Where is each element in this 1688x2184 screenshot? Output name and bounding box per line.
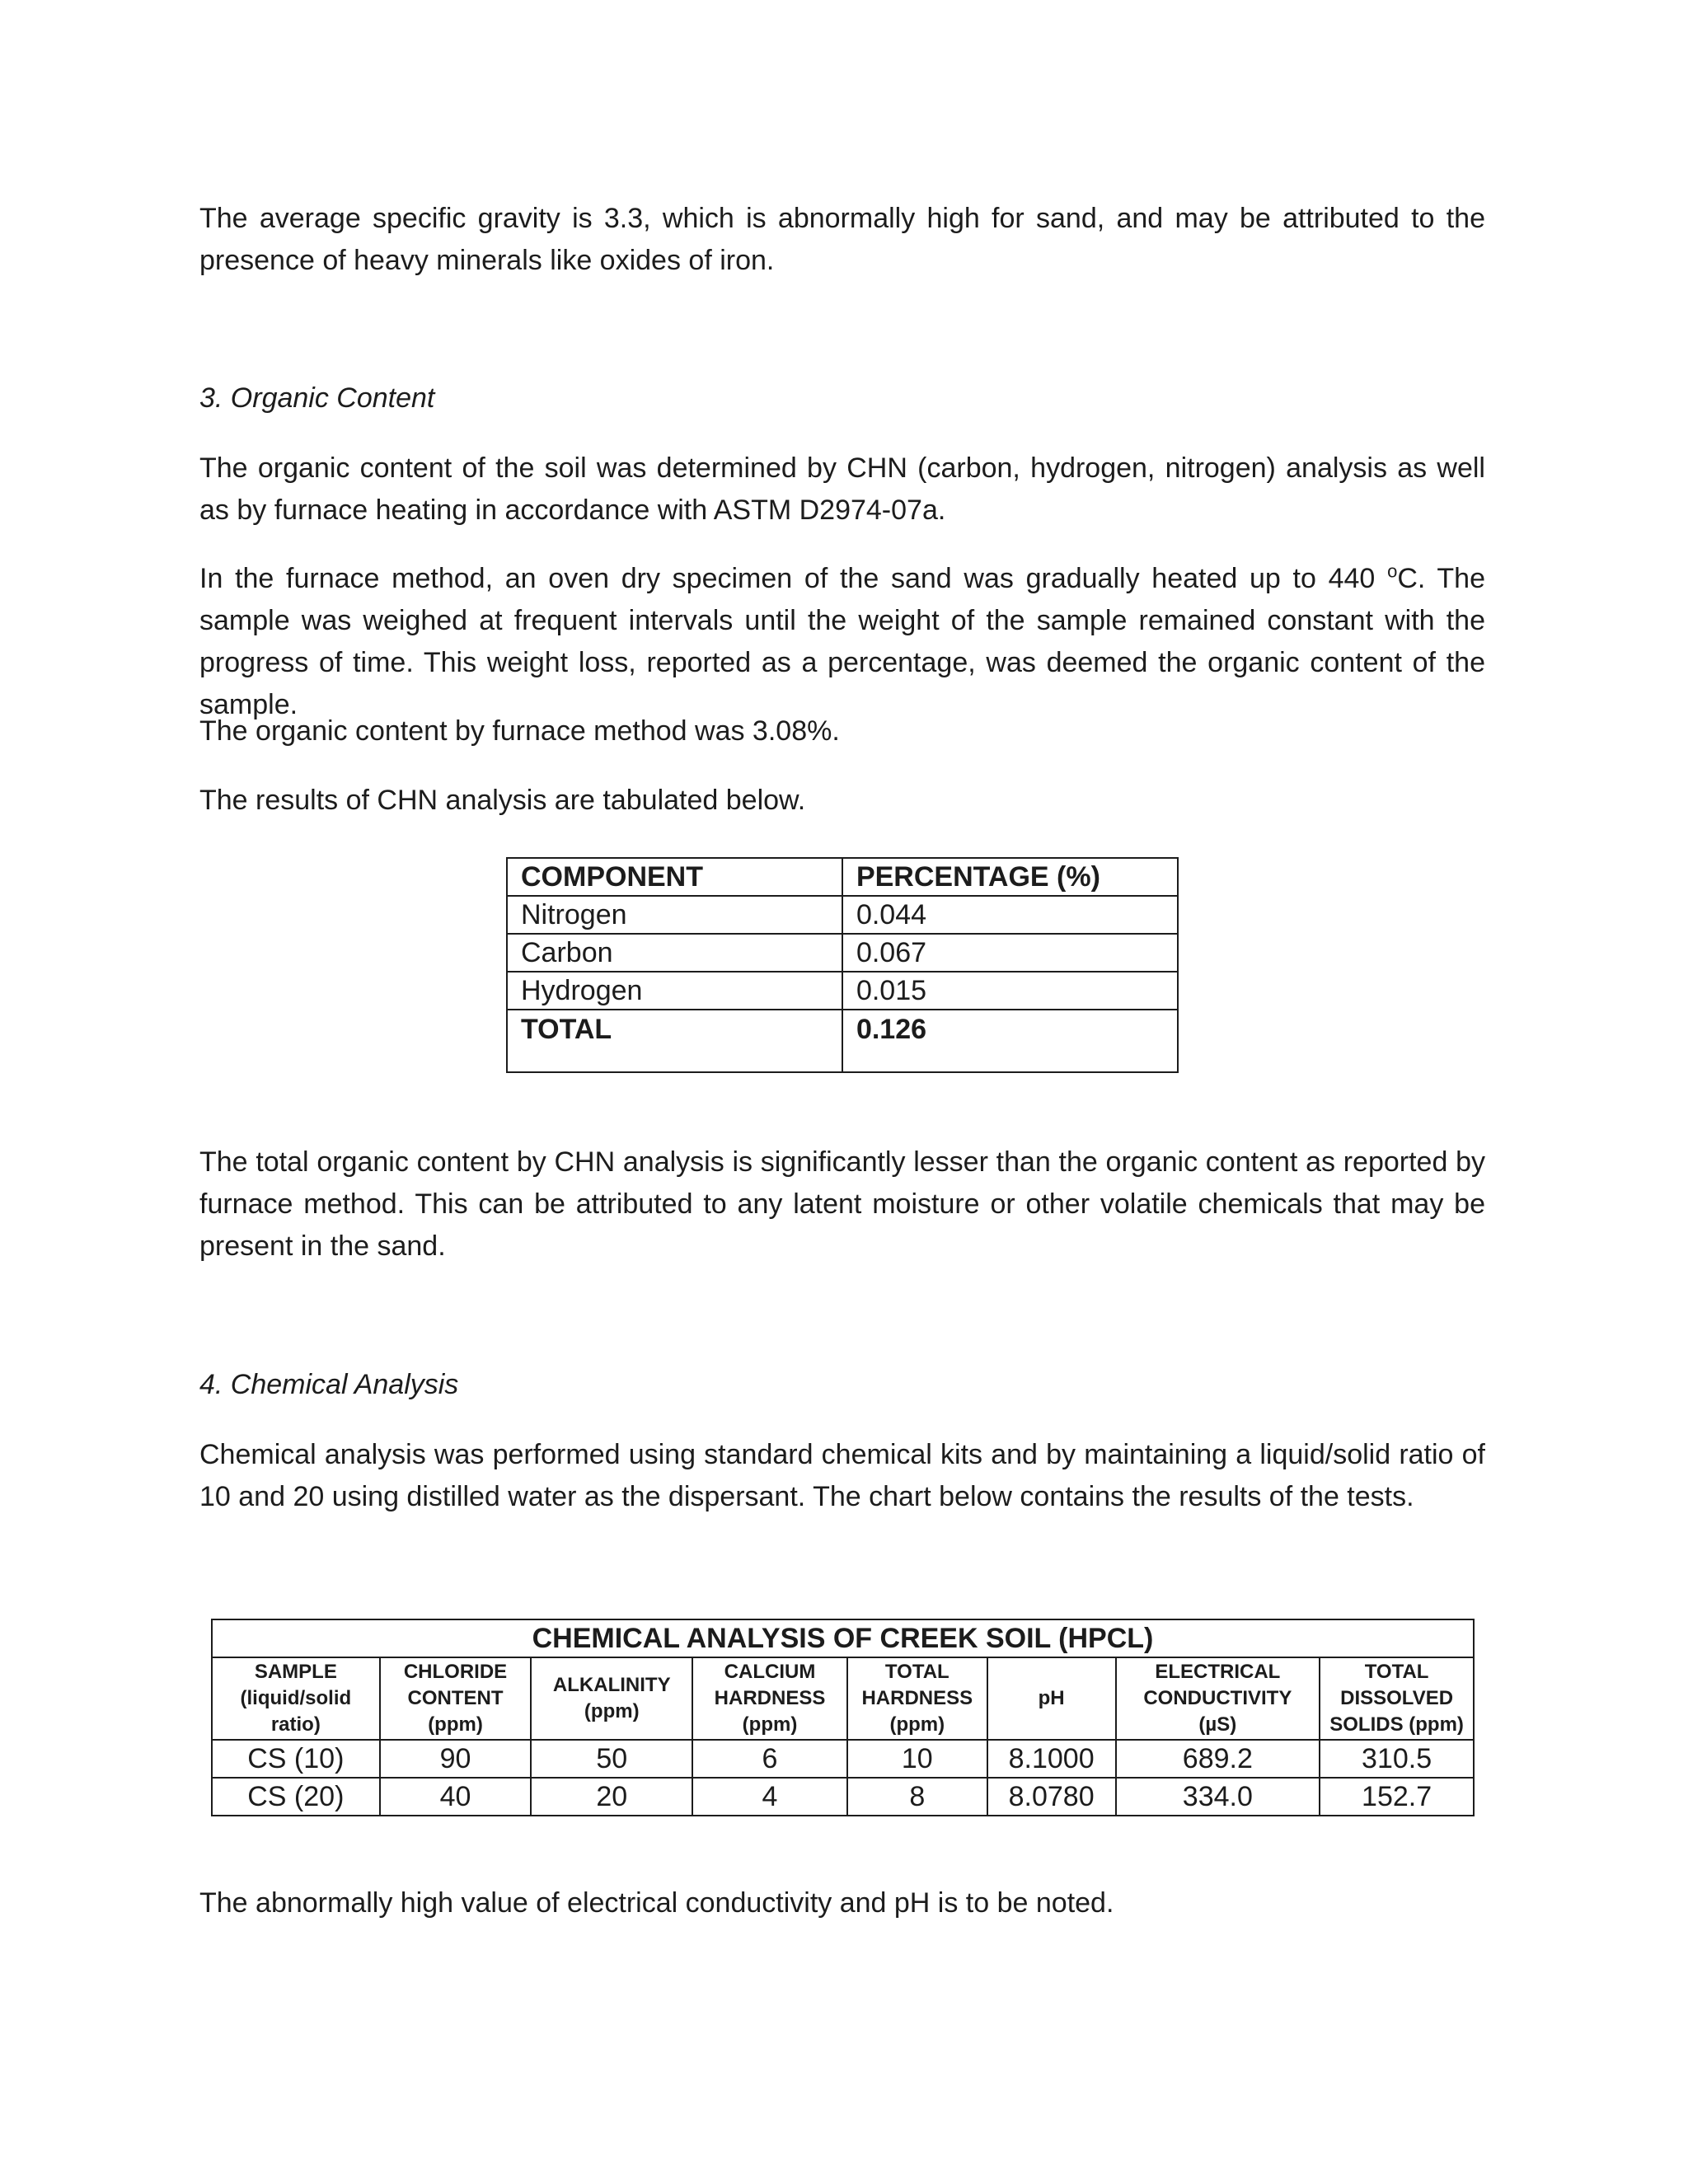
chem-cell: 8.0780: [987, 1778, 1116, 1816]
degree-superscript: o: [1387, 560, 1398, 582]
chem-cell: 10: [847, 1740, 987, 1778]
chem-cell: CS (20): [212, 1778, 380, 1816]
header-line: SOLIDS (ppm): [1329, 1713, 1464, 1736]
header-line: SAMPLE: [254, 1661, 337, 1683]
chemical-analysis-table: [211, 1619, 1475, 1816]
chem-cell: 20: [531, 1778, 692, 1816]
chem-header-sample: [212, 1657, 380, 1740]
chn-table-header-row: [507, 858, 1178, 896]
chn-cell-percentage: 0.015: [842, 972, 1178, 1010]
chn-header-component: COMPONENT: [507, 858, 842, 896]
chem-header-calcium-hardness: [692, 1657, 847, 1740]
chemical-paragraph-2: The abnormally high value of electrical conductivity and pH is to be noted.: [199, 1887, 1114, 1919]
header-line: (liquid/solid: [240, 1687, 352, 1709]
chem-cell: 8.1000: [987, 1740, 1116, 1778]
header-line: (ppm): [889, 1713, 945, 1736]
chem-cell: 90: [380, 1740, 532, 1778]
chem-table-header-row: [212, 1657, 1474, 1740]
header-line: HARDNESS: [714, 1687, 826, 1709]
chem-cell: 689.2: [1116, 1740, 1320, 1778]
table-row: [507, 896, 1178, 934]
chn-analysis-table: [506, 857, 1179, 1073]
header-line: TOTAL: [1364, 1661, 1429, 1683]
table-row: [212, 1778, 1474, 1816]
header-line: TOTAL: [884, 1661, 950, 1683]
chn-total-label: TOTAL: [507, 1010, 842, 1072]
header-line: ELECTRICAL: [1155, 1661, 1281, 1683]
header-line: ratio): [270, 1713, 321, 1736]
organic-paragraph-1: The organic content of the soil was determined by CHN (carbon, hydrogen, nitrogen) analysis as well as by furnace heating in accordance with ASTM D2974-07a.: [199, 452, 1485, 526]
header-line: pH: [1038, 1687, 1065, 1709]
organic-paragraph-2-part-1: In the furnace method, an oven dry specimen of the sand was gradually heated up to 440: [199, 563, 1388, 594]
chn-total-row: [507, 1010, 1178, 1072]
chem-header-ph: [987, 1657, 1116, 1740]
header-line: (ppm): [428, 1713, 483, 1736]
chem-header-tds: [1320, 1657, 1474, 1740]
chem-cell: CS (10): [212, 1740, 380, 1778]
organic-paragraph-5: The total organic content by CHN analysis is significantly lesser than the organic content as reported by furnace method. This can be attributed to any latent moisture or other volatile chemicals that may be present in the sand.: [199, 1146, 1485, 1262]
chn-total-value: 0.126: [842, 1010, 1178, 1072]
organic-paragraph-3: The organic content by furnace method was 3.08%.: [199, 715, 840, 747]
chem-header-conductivity: [1116, 1657, 1320, 1740]
chemical-paragraph-1: Chemical analysis was performed using standard chemical kits and by maintaining a liquid/solid ratio of 10 and 20 using distilled water as the dispersant. The chart below contains the results of the tests.: [199, 1439, 1485, 1512]
organic-paragraph-4: The results of CHN analysis are tabulated below.: [199, 785, 806, 816]
chem-table-title: CHEMICAL ANALYSIS OF CREEK SOIL (HPCL): [212, 1619, 1474, 1657]
table-row: [507, 934, 1178, 972]
header-line: (ppm): [584, 1700, 640, 1722]
chem-table-title-row: [212, 1619, 1474, 1657]
header-line: ALKALINITY: [552, 1674, 671, 1696]
organic-paragraph-2: [199, 558, 1485, 726]
header-line: CHLORIDE: [403, 1661, 508, 1683]
chn-cell-percentage: 0.067: [842, 934, 1178, 972]
chem-cell: 8: [847, 1778, 987, 1816]
header-line: DISSOLVED: [1340, 1687, 1454, 1709]
chem-cell: 40: [380, 1778, 532, 1816]
chem-header-chloride: [380, 1657, 532, 1740]
chem-cell: 334.0: [1116, 1778, 1320, 1816]
chn-cell-percentage: 0.044: [842, 896, 1178, 934]
organic-paragraph-2-part-2: C. The sample was weighed at frequent intervals until the weight of the sample remained constant with the progress of time. This weight loss, reported as a percentage, was deemed the organic content of the sample.: [199, 563, 1486, 720]
chem-cell: 6: [692, 1740, 847, 1778]
section-heading-chemical-analysis: 4. Chemical Analysis: [199, 1369, 459, 1400]
intro-paragraph: The average specific gravity is 3.3, which is abnormally high for sand, and may be attributed to the presence of heavy minerals like oxides of iron.: [199, 203, 1485, 276]
chn-cell-component: Carbon: [507, 934, 842, 972]
header-line: CONDUCTIVITY: [1143, 1687, 1292, 1709]
table-row: [507, 972, 1178, 1010]
chem-cell: 4: [692, 1778, 847, 1816]
table-row: [212, 1740, 1474, 1778]
header-line: HARDNESS: [861, 1687, 973, 1709]
chn-cell-component: Hydrogen: [507, 972, 842, 1010]
section-heading-organic-content: 3. Organic Content: [199, 382, 435, 414]
header-line: (µS): [1198, 1713, 1237, 1736]
header-line: (ppm): [742, 1713, 798, 1736]
chem-cell: 310.5: [1320, 1740, 1474, 1778]
chn-cell-component: Nitrogen: [507, 896, 842, 934]
chn-header-percentage: PERCENTAGE (%): [842, 858, 1178, 896]
chem-header-alkalinity: [531, 1657, 692, 1740]
header-line: CONTENT: [407, 1687, 504, 1709]
header-line: CALCIUM: [724, 1661, 816, 1683]
chem-header-total-hardness: [847, 1657, 987, 1740]
chem-cell: 50: [531, 1740, 692, 1778]
chem-cell: 152.7: [1320, 1778, 1474, 1816]
